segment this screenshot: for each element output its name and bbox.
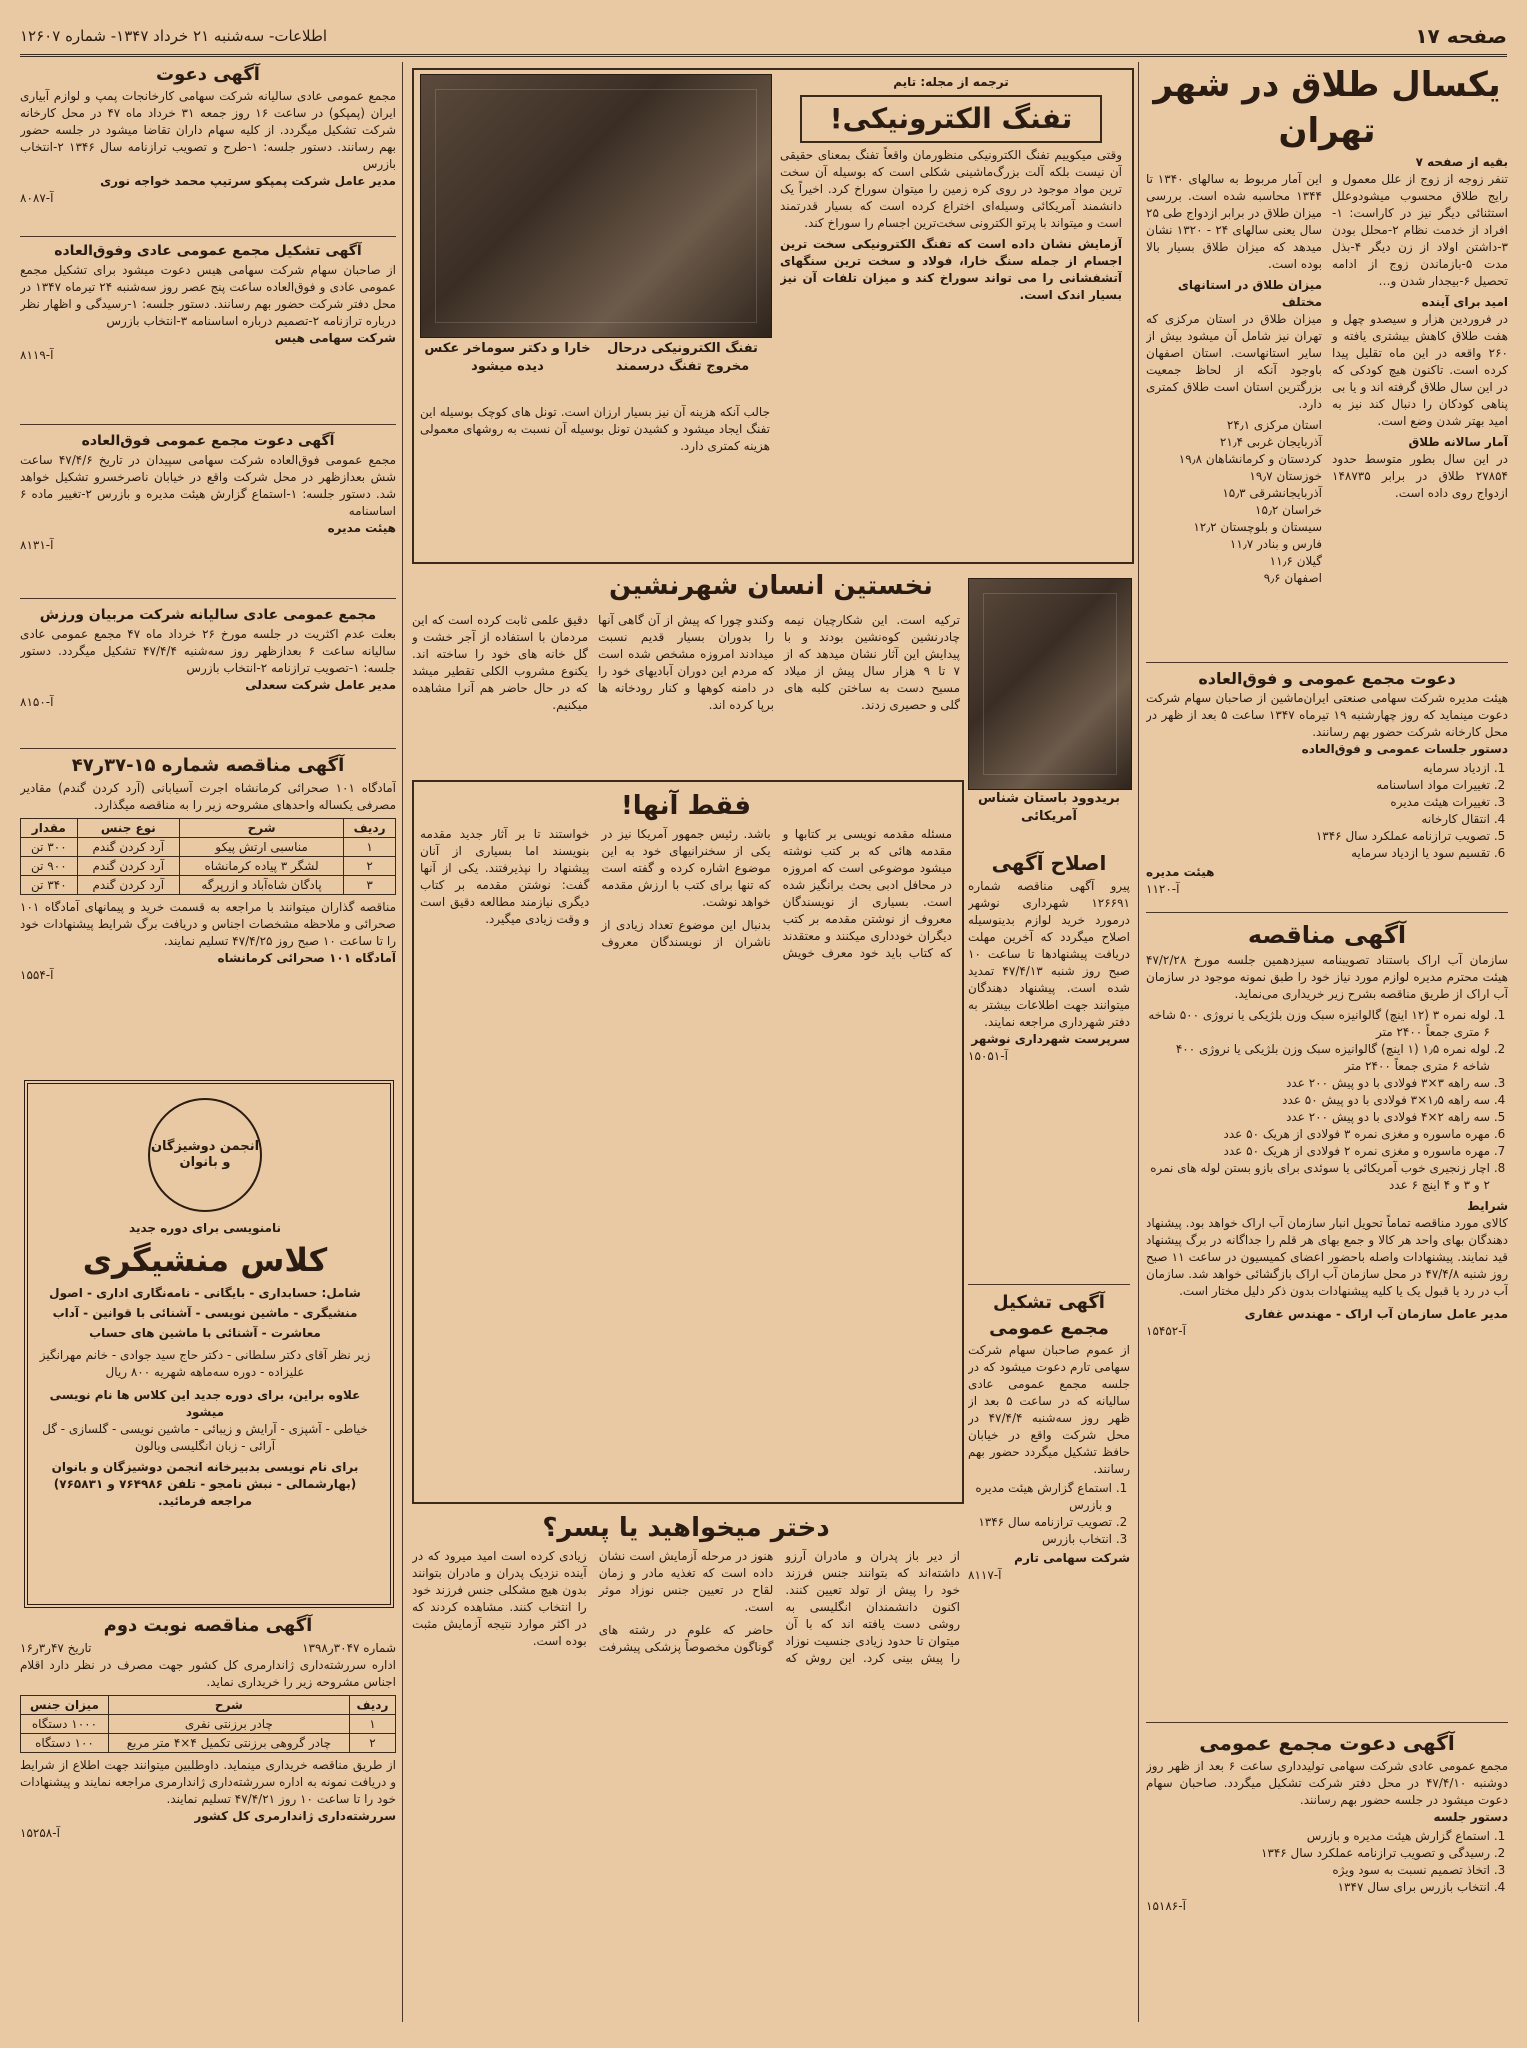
agenda-item: 3. اتخاذ تصمیم نسبت به سود ویژه: [1146, 1862, 1490, 1879]
col-header: نوع جنس: [77, 819, 179, 838]
correction-sign: سرپرست شهرداری نوشهر: [971, 1032, 1130, 1046]
ad1-title: آگهی دعوت: [156, 64, 260, 85]
divorce-sub-annual: آمار سالانه طلاق: [1408, 435, 1508, 449]
agenda-item: 6. تقسیم سود یا ازدیاد سرمایه: [1146, 845, 1490, 862]
divider: [20, 748, 396, 749]
invite-bottom-agenda: [1146, 1828, 1490, 1896]
urban-title: نخستین انسان شهرنشین: [609, 571, 933, 601]
archaeologist-photo: [968, 578, 1132, 790]
page-number: صفحه ۱۷: [1415, 24, 1507, 48]
ad2-code: آ-۸۱۱۹: [20, 348, 54, 362]
ad2-title: آگهی تشکیل مجمع عمومی عادی وفوق‌العاده: [54, 243, 362, 259]
table-row: [21, 876, 396, 895]
stat-row: آذربایجانشرقی ۱۵٫۳: [1222, 486, 1322, 500]
stat-row: سیستان و بلوچستان ۱۲٫۲: [1193, 520, 1322, 534]
stat-row: اصفهان ۹٫۶: [1263, 571, 1322, 585]
tender-arak-sign: مدیر عامل سازمان آب اراک - مهندس غفاری: [1244, 1307, 1508, 1321]
tender-kermanshah-sign: آمادگاه ۱۰۱ صحرائی کرمانشاه: [217, 951, 396, 965]
assembly-agenda: [968, 1480, 1112, 1548]
col-header: میزان جنس: [21, 1696, 109, 1715]
girl-or-boy-body2: حاضر که علوم در رشته های گوناگون مخصوصاً پزشکی پیشرفت زیادی کرده است امید میرود که در آینده نزدیک پدران و مادران بتوانند بدون هیچ مشکلی جنس فرزند خود را انتخاب کنند. مشاهده کردند که در اکثر موارد نتیجه آزمایش مثبت بوده است.: [412, 1549, 774, 1654]
archaeologist-caption-wrap: [968, 790, 1130, 840]
divorce-sub-hope: امید برای آینده: [1421, 295, 1508, 309]
class-title: کلاس منشیگری: [82, 1241, 328, 1279]
gun-article-text: [780, 74, 1122, 554]
agenda-item: 2. رسیدگی و تصویب ترازنامه عملکرد سال ۱۳۴۶: [1146, 1845, 1490, 1862]
agenda-item: 3. تغییرات هیئت مدیره: [1146, 794, 1490, 811]
class-contact: برای نام نویسی بدبیرخانه انجمن دوشیزگان و بانوان (بهارشمالی - نبش نامجو - تلفن ۷۶۴۹۸۶ و ۷۶۵۸۳۱) مراجعه فرمائید.: [51, 1460, 359, 1508]
ad-tender-kermanshah: [20, 752, 396, 1062]
tender2-title: آگهی مناقصه نوبت دوم: [103, 1615, 313, 1636]
invite-general-code: آ-۱۱۲۰: [1146, 882, 1180, 896]
invite-general-title: دعوت مجمع عمومی و فوق‌العاده: [1198, 669, 1456, 688]
invite-general-body: هیئت مدیره شرکت سهامی صنعتی ایران‌ماشین از صاحبان سهام شرکت دعوت مینماید که روز چهارشنبه ۱۹ تیرماه ۱۳۴۷ ساعت ۵ بعد از ظهر در محل کارخانه شرکت حضور بهم رسانند.: [1146, 691, 1508, 739]
agenda-item: 1. ازدیاد سرمایه: [1146, 760, 1490, 777]
invite-bottom-body: مجمع عمومی عادی شرکت سهامی تولیدداری ساعت ۶ بعد از ظهر روز دوشنبه ۴۷/۴/۱۰ در محل دفتر شرکت تشکیل میگردد. صاحبان سهام دعوت میشود در جلسه حضور بهم رسانند.: [1146, 1759, 1508, 1807]
divider: [968, 1284, 1130, 1285]
divider: [20, 236, 396, 237]
tender-arak-code: آ-۱۵۴۵۲: [1146, 1324, 1186, 1338]
agenda-item: 2. تغییرات مواد اساسنامه: [1146, 777, 1490, 794]
divorce-sub-provinces: میزان طلاق در استانهای مختلف: [1177, 278, 1322, 309]
tender-item: 4. سه راهه ۱٫۵×۳ فولادی با دو پیش ۵۰ عدد: [1146, 1092, 1490, 1109]
gun-source: ترجمه از مجله: تایم: [893, 75, 1009, 89]
tender-item: 2. لوله نمره ۱٫۵ (۱ اینچ) گالوانیزه سبک وزن بلژیکی یا نروژی ۴۰۰ شاخه ۶ متری جمعاً ۲۴۰۰ متر: [1146, 1041, 1490, 1075]
agenda-item: 5. تصویب ترازنامه عملکرد سال ۱۳۴۶: [1146, 828, 1490, 845]
tender-arak-notice: [1146, 918, 1508, 1708]
divorce-body4: میزان طلاق در استان مرکزی که تهران نیز شامل آن میشود بیش از سایر استانهاست. استان اصفهان باوجود آنکه از لحاظ جمعیت بزرگترین استان است طلاق کمتری دارد.: [1146, 312, 1322, 411]
tender-item: 7. مهره ماسوره و مغزی نمره ۲ فولادی از هریک ۵۰ عدد: [1146, 1143, 1490, 1160]
tender2-intro: اداره سررشته‌داری ژاندارمری کل کشور جهت مصرف در نظر دارد اقلام اجناس مشروحه زیر را خریداری نماید.: [20, 1658, 396, 1689]
gun-caption-right: تفنگ الکترونیکی درحال مخروج تفنگ درسمند: [607, 341, 758, 374]
urban-body3: دقیق علمی ثابت کرده است که این مردمان با استفاده از آجر خشت و گل خانه های خود را ساخته اند. یکنوع مشروب الکلی تقطیر میشد که در حال حاضر هم آنرا مشاهده میکنیم.: [412, 613, 588, 712]
ad3-title: آگهی دعوت مجمع عمومی فوق‌العاده: [81, 433, 335, 449]
urban-body2: وکندو چورا که پیش از آن گاهی آنها را بدوران بسیار قدیم نسبت میدادند امروزه مشخص شده است که مردم این دوران آبادیهای خود را در دامنه کوهها و کنار رودخانه ها برپا کرده اند.: [598, 613, 774, 712]
gun-body3-wrap: [420, 404, 770, 554]
invite-bottom-agenda-title: دستور جلسه: [1433, 1810, 1508, 1824]
only-them-article: [420, 786, 952, 1494]
cell: ۹۰۰ تن: [21, 857, 78, 876]
cell: ۱: [349, 1715, 395, 1734]
cell: ۱۰۰ دستگاه: [21, 1734, 109, 1753]
agenda-item: 4. انتقال کارخانه: [1146, 811, 1490, 828]
ad2-body: از صاحبان سهام شرکت سهامی هیس دعوت میشود برای تشکیل مجمع عمومی عادی و فوق‌العاده ساعت پنج عصر روز سه‌شنبه ۲۴ تیرماه ۱۳۴۷ در محل دفتر شرکت حضور بهم رسانند. دستور جلسه: ۱-رسیدگی و اظهار نظر درباره ترازنامه ۲-تصمیم درباره اساسنامه ۳-انتخاب بازرس: [20, 263, 396, 328]
tender2-sign: سررشته‌داری ژاندارمری کل کشور: [194, 1809, 396, 1823]
divider: [20, 598, 396, 599]
col-header: شرح: [108, 1696, 349, 1715]
tender-item: 5. سه راهه ۲×۴ فولادی با دو پیش ۲۰۰ عدد: [1146, 1109, 1490, 1126]
agenda-item: 3. انتخاب بازرس: [968, 1531, 1112, 1548]
gun-captions: [420, 340, 770, 400]
assembly-title: آگهی تشکیل مجمع عمومی: [989, 1292, 1109, 1339]
tender-kermanshah-intro: آمادگاه ۱۰۱ صحرائی کرمانشاه اجرت آسیابانی (آرد کردن گندم) مقادیر مصرفی یکساله واحدهای مشروحه زیر را به مناقصه میگذارد.: [20, 781, 396, 812]
cell: آرد کردن گندم: [77, 838, 179, 857]
page-header: [20, 18, 1507, 57]
divider: [1146, 912, 1508, 913]
cell: چادر گروهی برزنتی تکمیل ۴×۴ متر مربع: [108, 1734, 349, 1753]
tender-arak-items: [1146, 1007, 1490, 1194]
only-them-title: فقط آنها!: [620, 791, 752, 821]
tender-kermanshah-body: مناقصه گذاران میتوانند با مراجعه به قسمت خرید و پیمانهای آمادگاه ۱۰۱ صحرائی و ملاحظه مشخصات اجناس و دریافت برگ شرایط پیشنهادات خود را تا ساعت ۱۰ صبح روز ۴۷/۴/۲۵ تسلیم نمایند.: [20, 900, 396, 948]
agenda-item: 1. استماع گزارش هیئت مدیره و بازرس: [1146, 1828, 1490, 1845]
urban-body1: ترکیه است. این شکارچیان نیمه چادرنشین کوه‌نشین بودند و با پیدایش این آثار نشان میدهد که از ۷ تا ۹ هزار سال پیش از میلاد مسیح دست به ساختن کلبه های گلی و حصیری زدند.: [784, 613, 960, 712]
province-stats: [1146, 417, 1322, 587]
class-extra: خیاطی - آشپزی - آرایش و زیبائی - ماشین نویسی - گلسازی - گل آرائی - زبان انگلیسی ویالون: [42, 1422, 368, 1453]
ad4-title: مجمع عمومی عادی سالیانه شرکت مربیان ورزش: [39, 607, 377, 623]
agenda-item: 4. انتخاب بازرس برای سال ۱۳۴۷: [1146, 1879, 1490, 1896]
only-them-body: مسئله مقدمه نویسی بر کتابها و مقدمه هائی که بر کتب نوشته میشود موضوعی است که امروزه در محافل ادبی بحث برانگیز شده است. بسیاری از نویسندگان معروف از نوشتن مقدمه بر کتب دیگران خودداری میکنند و معتقدند که کتاب باید خود معرف خویش باشد. رئیس جمهور آمریکا نیز در یکی از سخنرانیهای خود به این موضوع اشاره کرده و گفته است که تنها برای کتب با ارزش مقدمه خواهد نوشت.: [601, 827, 952, 960]
invite-general-sign: هیئت مدیره: [1146, 865, 1215, 879]
stat-row: گیلان ۱۱٫۶: [1269, 554, 1322, 568]
ad1-code: آ-۸۰۸۷: [20, 191, 54, 205]
class-body2: زیر نظر آقای دکتر سلطانی - دکتر حاج سید جوادی - خانم مهرانگیز علیزاده - دوره سه‌ماهه شهریه ۸۰۰ ریال: [39, 1348, 371, 1379]
tender-item: 1. لوله نمره ۳ (۱۲ اینچ) گالوانیزه سبک وزن بلژیکی یا نروژی ۵۰۰ شاخه ۶ متری جمعاً ۲۴۰۰ متر: [1146, 1007, 1490, 1041]
divorce-continuation: بقیه از صفحه ۷: [1415, 155, 1508, 169]
assembly-sign: شرکت سهامی تارم: [1014, 1551, 1130, 1565]
ad-hiss-assembly: [20, 240, 396, 410]
cell: لشگر ۳ پیاده کرمانشاه: [179, 857, 343, 876]
cell: ۲: [349, 1734, 395, 1753]
stat-row: آذربایجان غربی ۲۱٫۴: [1219, 435, 1322, 449]
cell: مناسبی ارتش پیکو: [179, 838, 343, 857]
class-extra-title: علاوه براین، برای دوره جدید این کلاس ها نام نویسی میشود: [49, 1388, 361, 1419]
ad1-body: مجمع عمومی عادی سالیانه شرکت سهامی کارخانجات پمپ و لوازم آبیاری ایران (پمپکو) در ساعت ۱۶ روز جمعه ۳۱ خرداد ماه ۴۷ در محل کارخانه شرکت تشکیل میگردد. از کلیه سهام داران تقاضا میشود در جلسه حضور بهم رسانند. دستور جلسه: ۱-طرح و تصویب ترازنامه سال ۱۳۴۶ ۲-انتخاب بازرس: [20, 89, 396, 171]
class-body: شامل: حسابداری - بایگانی - نامه‌نگاری اداری - اصول منشیگری - ماشین نویسی - آشنائی با قوانین - آداب معاشرت - آشنائی با ماشین های حساب: [49, 1286, 361, 1340]
tender-arak-intro: سازمان آب اراک باستناد تصویبنامه سیزدهمین جلسه مورخ ۴۷/۲/۲۸ هیئت محترم مدیره لوازم مورد نیاز خود را طبق نمونه موجود در سازمان آب اراک از طریق مناقصه بشرح زیر خریداری می‌نماید.: [1146, 953, 1508, 1001]
assembly-code: آ-۸۱۱۷: [968, 1568, 1002, 1582]
stat-row: فارس و بنادر ۱۱٫۷: [1229, 537, 1322, 551]
tender-kermanshah-table: [20, 818, 396, 895]
cell: ۱: [344, 838, 396, 857]
cell: ۲: [344, 857, 396, 876]
col-header: شرح: [179, 819, 343, 838]
gun-body: وقتی میکوییم تفنگ الکترونیکی منظورمان واقعاً تفنگ بمعنای حقیقی آن نیست بلکه آلت بزرگ‌ماشینی شکلی است که بوسیله آن سخت ترین مواد موجود در روی کره زمین را میتوان سوراخ کرد. اخیراً یک دانشمند آمریکائی وسیله‌ای اختراع کرده است که بسیار قدرتمند است و میتواند با پرتو الکترونی سخت‌ترین اجسام را سوراخ کند.: [780, 148, 1122, 230]
archaeologist-caption: بریدوود باستان شناس آمریکائی: [978, 791, 1120, 824]
ad3-code: آ-۸۱۳۱: [20, 538, 54, 552]
ad-invite-pumpco: [20, 62, 396, 232]
column-rule: [402, 62, 403, 2022]
correction-notice: [968, 848, 1130, 1278]
ad4-body: بعلت عدم اکثریت در جلسه مورخ ۲۶ خرداد ماه ۴۷ مجمع عمومی عادی سالیانه ساعت ۶ بعدازظهر روز سه‌شنبه ۴۷/۴/۴ تشکیل میگردد. دستور جلسه: ۱-تصویب ترازنامه ۲-انتخاب بازرس: [20, 627, 396, 675]
cell: چادر برزنتی نفری: [108, 1715, 349, 1734]
ad4-code: آ-۸۱۵۰: [20, 695, 54, 709]
invite-general-notice: [1146, 668, 1508, 908]
col-header: ردیف: [344, 819, 396, 838]
invite-general-agenda: [1146, 760, 1490, 862]
assembly-body: از عموم صاحبان سهام شرکت سهامی تارم دعوت میشود که در جلسه مجمع عمومی عادی سالیانه که در ساعت ۵ بعد از ظهر روز سه‌شنبه ۴۷/۴/۴ در محل شرکت واقع در خیابان حافظ تشکیل میگردد حضور بهم رسانند.: [968, 1343, 1130, 1476]
cell: ۱۰۰۰ دستگاه: [21, 1715, 109, 1734]
invite-bottom-code: آ-۱۵۱۸۶: [1146, 1899, 1186, 1913]
tender-item: 3. سه راهه ۳×۳ فولادی با دو پیش ۲۰۰ عدد: [1146, 1075, 1490, 1092]
divider: [20, 424, 396, 425]
col-header: مقدار: [21, 819, 78, 838]
correction-code: آ-۱۵۰۵۱: [968, 1049, 1008, 1063]
col-header: ردیف: [349, 1696, 395, 1715]
tender2-table: [20, 1695, 396, 1753]
invite-general-agenda-title: دستور جلسات عمومی و فوق‌العاده: [1301, 742, 1508, 756]
gun-photo: [420, 74, 772, 338]
divorce-body2: این آمار مربوط به سالهای ۱۳۴۰ تا ۱۳۴۴ محاسبه شده است. بررسی میزان طلاق در برابر ازدواج طی ۲۵ سال یعنی سالهای ۲۴ - ۱۳۲۰ نشان میدهد که میزان طلاق بسیار بالا بوده است.: [1146, 172, 1323, 271]
gun-title: تفنگ الکترونیکی!: [800, 95, 1102, 143]
stat-row: خوزستان ۱۹٫۷: [1249, 469, 1322, 483]
ad-sports-coaches: [20, 604, 396, 744]
cell: پادگان شاه‌آباد و ازرپرگه: [179, 876, 343, 895]
tender2-body: از طریق مناقصه خریداری مینماید. داوطلبین میتوانند جهت اطلاع از شرایط و دریافت نمونه به اداره سررشته‌داری ژاندارمری مراجعه نمایند و پیشنهادات خود را تا ساعت ۱۰ روز ۴۷/۴/۲۱ تسلیم نمایند.: [20, 1758, 396, 1806]
girl-or-boy-body: از دیر باز پدران و مادران آرزو داشته‌اند که بتوانند جنس فرزند خود را پیش از تولد تعیین کنند. اکنون دانشمندان انگلیسی به روشی دست یافته اند که با آن میتوان تا حدود زیادی جنسیت نوزاد را پیش بینی کرد. این روش که هنوز در مرحله آزمایش است نشان داده است که تغذیه مادر و زمان لقاح در تعیین جنس نوزاد موثر است.: [598, 1549, 960, 1665]
table-row: [21, 1715, 396, 1734]
divorce-body1: تنفر زوجه از زوج از علل معمول و رایج طلاق محسوب میشودوعلل استثنائی دیگر نیز در کاراست: ۱-افراد از خدمت نظام ۲-محلل بودن ۳-داشتن اولاد از زن دیگر ۴-بذل مدت ۵-بازماندن زوج از ادامه تحصیل ۶-بیجدار شدن و…: [1332, 172, 1508, 288]
girl-or-boy-title: دختر میخواهید یا پسر؟: [542, 1513, 830, 1543]
girl-or-boy-article: [412, 1508, 960, 2018]
ad-sepidan: [20, 430, 396, 592]
class-ad: [34, 1090, 376, 1590]
stat-row: استان مرکزی ۲۴٫۱: [1226, 418, 1322, 432]
only-them-body2: بدنبال این موضوع تعداد زیادی از ناشران از نویسندگان معروف خواستند تا بر آثار جدید مقدمه بنویسند اما بسیاری از آنان پیشنهاد را نپذیرفتند. یکی از آنها گفت: نوشتن مقدمه بر کتاب دیگری نیازمند مطالعه دقیق است و وقت زیادی میگیرد.: [420, 827, 771, 949]
ad3-body: مجمع عمومی فوق‌العاده شرکت سهامی سپیدان در تاریخ ۴۷/۴/۶ ساعت شش بعدازظهر در محل شرکت واقع در خیابان ناصرخسرو تشکیل خواهد شد. دستور جلسه: ۱-استماع گزارش هیئت مدیره و بازرس ۲-تغییر ماده ۶ اساسنامه: [20, 453, 396, 518]
assembly-notice: [968, 1290, 1130, 2020]
divider: [1146, 662, 1508, 663]
tender2-date: تاریخ ۴۷ر۳ر۱۶: [20, 1641, 92, 1655]
cell: ۳۰۰ تن: [21, 838, 78, 857]
class-sub: نامنویسی برای دوره جدید: [129, 1221, 281, 1235]
cell: ۳: [344, 876, 396, 895]
urban-body: [412, 612, 960, 772]
tender-kermanshah-code: آ-۱۵۵۴: [20, 968, 54, 982]
tender-item: 8. اچار زنجیری خوب آمریکائی یا سوئدی برای بازو بستن لوله های نمره ۲ و ۳ و ۴ اینچ ۶ عدد: [1146, 1160, 1490, 1194]
invite-bottom-title: آگهی دعوت مجمع عمومی: [1199, 1731, 1455, 1755]
stat-row: کردستان و کرمانشاهان ۱۹٫۸: [1178, 452, 1322, 466]
divider: [1146, 1722, 1508, 1723]
table-row: [21, 857, 396, 876]
gun-body3: جالب آنکه هزینه آن نیز بسیار ارزان است. تونل های کوچک بوسیله این تفنگ ایجاد میشود و کشیدن تونل بوسیله آن نسبت به روشهای معمولی هزینه کمتری دارد.: [420, 405, 770, 453]
correction-title: اصلاح آگهی: [991, 851, 1107, 875]
tender2-code: آ-۱۵۲۵۸: [20, 1826, 60, 1840]
tender-arak-conditions-title: شرایط: [1467, 1199, 1508, 1213]
ad2-sign: شرکت سهامی هیس: [274, 331, 396, 345]
issue-info: اطلاعات- سه‌شنبه ۲۱ خرداد ۱۳۴۷- شماره ۱۲۶۰۷: [20, 27, 328, 45]
table-row: [21, 1734, 396, 1753]
cell: آرد کردن گندم: [77, 876, 179, 895]
divorce-body5: در این سال بطور متوسط حدود ۲۷۸۵۴ طلاق در برابر ۱۴۸۷۳۵ ازدواج روی داده است.: [1332, 452, 1508, 500]
invite-bottom-notice: [1146, 1728, 1508, 2028]
cell: ۳۴۰ تن: [21, 876, 78, 895]
column-rule: [1138, 62, 1139, 2022]
agenda-item: 1. استماع گزارش هیئت مدیره و بازرس: [968, 1480, 1112, 1514]
ad1-sign: مدیر عامل شرکت پمپکو سرتیپ محمد خواجه نوری: [100, 174, 396, 188]
gun-body2: آزمایش نشان داده است که تفنگ الکترونیکی سخت ترین اجسام از جمله سنگ خارا، فولاد و سخت ترین سنگهای آتشفشانی را می تواند سوراخ کند و میزان تلفات آن نیز بسیار اندک است.: [780, 237, 1122, 302]
association-emblem: انجمن دوشیزگان و بانوان: [148, 1098, 262, 1212]
ad4-sign: مدیر عامل شرکت سعدلی: [245, 678, 396, 692]
table-row: [21, 838, 396, 857]
tender2-number: شماره ۳۰۴۷ر۱۳۹۸: [302, 1641, 396, 1655]
correction-body: پیرو آگهی مناقصه شماره ۱۲۶۶۹۱ شهرداری نوشهر درمورد خرید لوازم بدینوسیله اصلاح میگردد که آخرین مهلت دریافت پیشنهادها تا ساعت ۱۰ صبح روز شنبه ۴۷/۴/۱۳ تمدید شده است. پیشنهاد دهندگان میتوانند جهت اطلاعات بیشتر به دفتر شهرداری مراجعه نمایند.: [968, 879, 1130, 1029]
ad-tender-gendarmerie: [20, 1612, 396, 2022]
stat-row: خراسان ۱۵٫۲: [1255, 503, 1322, 517]
divorce-title: یکسال طلاق در شهر تهران: [1153, 65, 1501, 151]
cell: آرد کردن گندم: [77, 857, 179, 876]
ad3-sign: هیئت مدیره: [327, 521, 396, 535]
tender-arak-conditions: کالای مورد مناقصه تماماً تحویل انبار سازمان آب اراک خواهد بود. پیشنهاد دهندگان بهای واحد هر کالا و جمع بهای هر قلم را جداگانه در برگ پیشنهاد قید نمایند. پیشنهادات واصله باحضور اعضای کمیسیون در ساعت ۱۱ صبح روز شنبه ۴۷/۴/۸ در محل سازمان آب اراک بازگشائی خواهد شد. سازمان آب در رد یا قبول یک یا کلیه پیشنهادات بدون ذکر دلیل مختار است.: [1146, 1216, 1508, 1298]
tender-kermanshah-title: آگهی مناقصه شماره ۱۵-۳۷ر۴۷: [71, 755, 345, 776]
gun-caption-left: خارا و دکتر سوماخر عکس دیده میشود: [424, 341, 591, 374]
tender-arak-title: آگهی مناقصه: [1247, 921, 1407, 949]
tender-item: 6. مهره ماسوره و مغزی نمره ۳ فولادی از هریک ۵۰ عدد: [1146, 1126, 1490, 1143]
divorce-body3: در فروردین هزار و سیصدو چهل و هفت طلاق کاهش بیشتری یافته و ۲۶۰ واقعه در این ماه تقلیل پیدا کرده است. تاکنون هیچ کودکی که در این سال طلاق گرفته اند و یا بی پناهی کودکان را دنبال کند نیز به امید بهتر شدن وضع است.: [1332, 312, 1508, 428]
agenda-item: 2. تصویب ترازنامه سال ۱۳۴۶: [968, 1514, 1112, 1531]
